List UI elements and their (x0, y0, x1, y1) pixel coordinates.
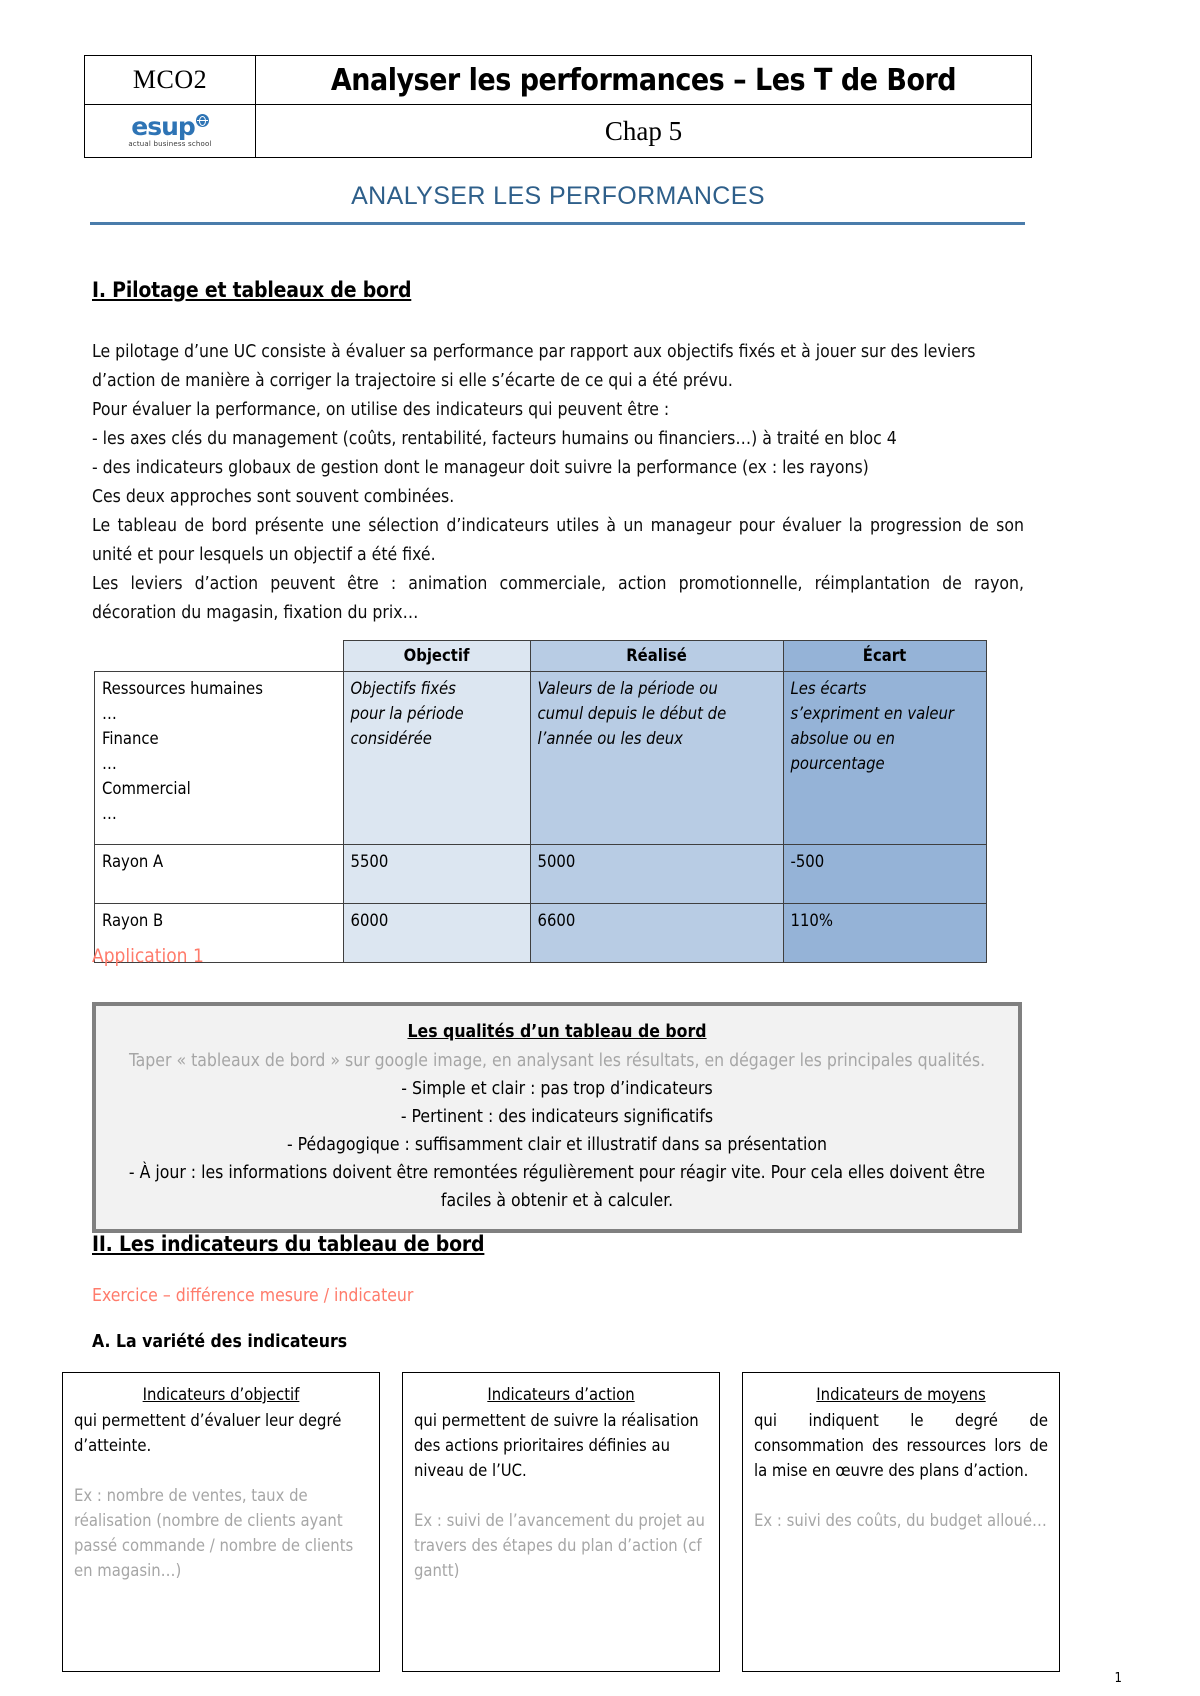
category-line: Ressources humaines (102, 679, 263, 698)
table-header-objectif: Objectif (343, 641, 530, 672)
intro-line-2: Pour évaluer la performance, on utilise des indicateurs qui peuvent être : (92, 400, 670, 420)
objectif-line: Objectifs fixés (350, 679, 456, 698)
logo-tagline: actual business school (128, 140, 212, 148)
ecart-line: absolue ou en (790, 729, 895, 748)
document-title-cell: Analyser les performances – Les T de Bord (256, 53, 1032, 108)
intro-line-1: Le pilotage d’une UC consiste à évaluer sa performance par rapport aux objectifs fixés et à jouer sur des leviers d’action de manière à corriger la trajectoire si elle s’écarte de ce qui a été prévu. (92, 342, 976, 391)
logo-text: esup (131, 112, 195, 141)
cell-category-list (95, 672, 344, 845)
cell-rayon-a-objectif: 5500 (343, 845, 530, 904)
logo-wordmark (131, 114, 209, 139)
page-title: ANALYSER LES PERFORMANCES (351, 182, 765, 210)
table-row (95, 904, 987, 963)
table-header-realise: Réalisé (530, 641, 783, 672)
quality-box-item: - Simple et clair : pas trop d’indicateurs (401, 1079, 713, 1099)
cell-rayon-a-realise: 5000 (530, 845, 783, 904)
indicator-box-description: qui permettent de suivre la réalisation des actions prioritaires définies au niveau de l’UC. (414, 1411, 699, 1480)
indicator-box-description: qui permettent d’évaluer leur degré d’atteinte. (74, 1411, 342, 1455)
quality-box-item: - Pédagogique : suffisamment clair et illustratif dans sa présentation (287, 1135, 827, 1155)
realise-line: l’année ou les deux (537, 729, 683, 748)
realise-line: Valeurs de la période ou (537, 679, 718, 698)
cell-rayon-b-ecart: 110% (783, 904, 986, 963)
ecart-line: Les écarts (790, 679, 867, 698)
document-header-table (84, 55, 1032, 158)
intro-line-4: - des indicateurs globaux de gestion dont le manageur doit suivre la performance (ex : les rayons) (92, 458, 869, 478)
quality-callout-box (92, 1002, 1022, 1233)
indicator-box-moyens (742, 1372, 1060, 1672)
table-body (95, 672, 987, 963)
tableau-de-bord-table (94, 640, 987, 963)
section-heading-one: I. Pilotage et tableaux de bord (92, 278, 412, 302)
table-header-row (95, 641, 987, 672)
chapter-cell: Chap 5 (256, 105, 1032, 158)
cell-rayon-a-ecart: -500 (783, 845, 986, 904)
table-header-ecart: Écart (783, 641, 986, 672)
application-label: Application 1 (92, 945, 204, 967)
category-line: Commercial (102, 779, 191, 798)
cell-objectif-description (343, 672, 530, 845)
title-divider (90, 222, 1025, 225)
ecart-line: pourcentage (790, 754, 885, 773)
indicator-box-example: Ex : nombre de ventes, taux de réalisation (nombre de clients ayant passé commande / nombre de clients en magasin…) (74, 1486, 354, 1580)
definition-line-2: Les leviers d’action peuvent être : animation commerciale, action promotionnelle, réimplantation de rayon, décoration du magasin, fixation du prix… (92, 574, 1024, 623)
course-code-cell: MCO2 (85, 56, 256, 105)
indicator-box-title: Indicateurs d’objectif (142, 1385, 300, 1404)
indicator-box-description: qui indiquent le degré de consommation des ressources lors de la mise en œuvre des plans d’action. (754, 1411, 1048, 1480)
definition-paragraphs (92, 512, 1024, 628)
indicator-box-action (402, 1372, 720, 1672)
objectif-line: considérée (350, 729, 432, 748)
indicator-box-title: Indicateurs de moyens (816, 1385, 986, 1404)
intro-line-3: - les axes clés du management (coûts, rentabilité, facteurs humains ou financiers…) à traité en bloc 4 (92, 429, 897, 449)
section-heading-two: II. Les indicateurs du tableau de bord (92, 1232, 485, 1256)
indicator-box-title: Indicateurs d’action (487, 1385, 635, 1404)
realise-line: cumul depuis le début de (537, 704, 727, 723)
intro-line-5: Ces deux approches sont souvent combinées. (92, 487, 455, 507)
table-row (95, 672, 987, 845)
quality-box-item: - Pertinent : des indicateurs significatifs (400, 1107, 714, 1127)
logo-cell (85, 105, 256, 158)
objectif-line: pour la période (350, 704, 464, 723)
cell-rayon-b-label: Rayon B (95, 904, 344, 963)
subsection-heading-a: A. La variété des indicateurs (92, 1332, 348, 1352)
cell-ecart-description (783, 672, 986, 845)
esup-logo (85, 114, 255, 148)
indicator-box-objectif (62, 1372, 380, 1672)
quality-box-item: - À jour : les informations doivent être remontées régulièrement pour réagir vite. Pour cela elles doivent être faciles à obtenir et à calculer. (128, 1163, 986, 1211)
category-line: Finance (102, 729, 159, 748)
category-line: … (102, 704, 117, 723)
header-row-chapter (85, 105, 1032, 158)
definition-line-1: Le tableau de bord présente une sélection d’indicateurs utiles à un manageur pour évaluer la progression de son unité et pour lesquels un objectif a été fixé. (92, 516, 1024, 565)
category-line: … (102, 754, 117, 773)
indicator-boxes-row (62, 1372, 1142, 1672)
page-number: 1 (1114, 1671, 1122, 1686)
cell-rayon-a-label: Rayon A (95, 845, 344, 904)
table-header-blank (95, 641, 344, 672)
cell-rayon-b-objectif: 6000 (343, 904, 530, 963)
intro-paragraphs (92, 338, 1024, 512)
indicator-box-example: Ex : suivi de l’avancement du projet au travers des étapes du plan d’action (cf gantt) (414, 1511, 705, 1580)
exercise-label: Exercice – différence mesure / indicateur (92, 1286, 414, 1306)
quality-box-instruction: Taper « tableaux de bord » sur google image, en analysant les résultats, en dégager les principales qualités. (128, 1051, 986, 1071)
cell-realise-description (530, 672, 783, 845)
header-row-title (85, 56, 1032, 105)
table-head (95, 641, 987, 672)
category-line: … (102, 804, 117, 823)
cell-rayon-b-realise: 6600 (530, 904, 783, 963)
ecart-line: s’expriment en valeur (790, 704, 954, 723)
indicator-box-example: Ex : suivi des coûts, du budget alloué… (754, 1511, 1047, 1530)
quality-box-title: Les qualités d’un tableau de bord (407, 1022, 707, 1042)
table-row (95, 845, 987, 904)
globe-icon (196, 114, 209, 127)
